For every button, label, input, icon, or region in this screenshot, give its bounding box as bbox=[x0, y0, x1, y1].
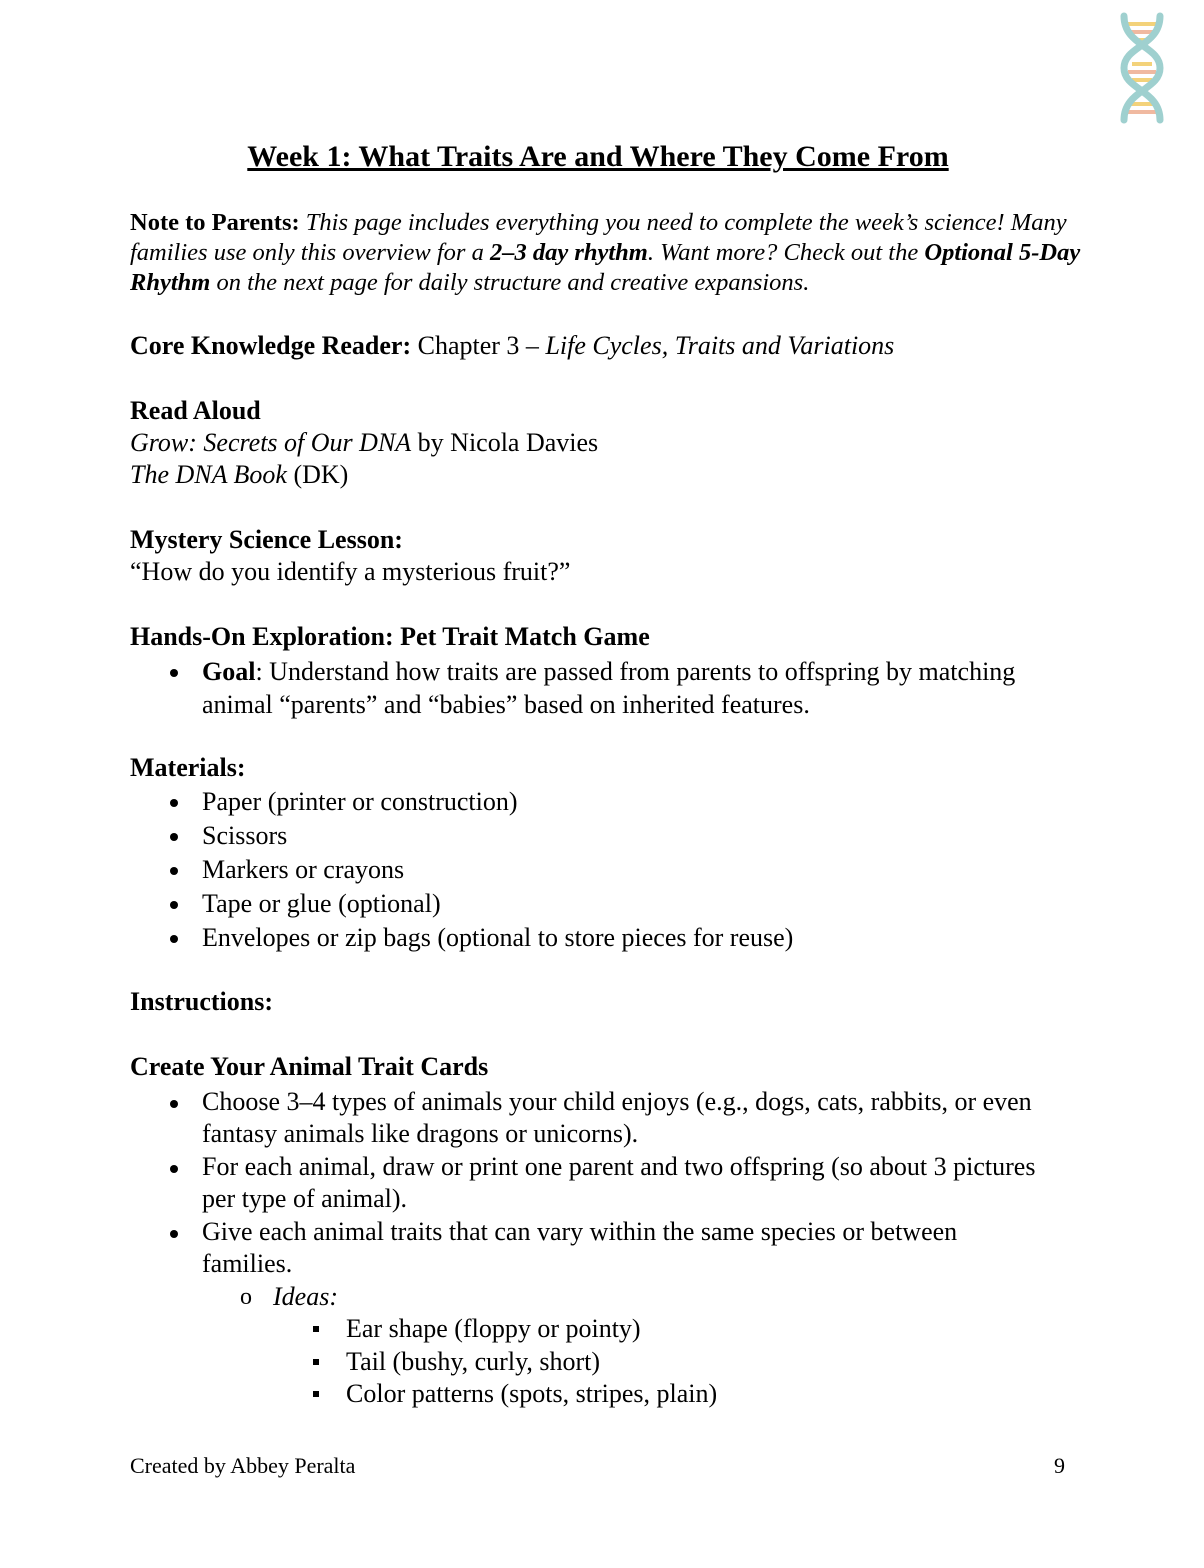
book-title: The DNA Book bbox=[130, 460, 287, 489]
materials-heading: Materials: bbox=[130, 753, 246, 782]
dna-icon bbox=[1110, 6, 1174, 126]
goal-text: : Understand how traits are passed from parents to offspring by matching animal “parents” and “babies” based on inherited features. bbox=[202, 657, 1016, 719]
idea-item: Ear shape (floppy or pointy) bbox=[130, 1313, 1070, 1346]
page-number: 9 bbox=[1054, 1453, 1065, 1478]
hands-on-heading: Hands-On Exploration: Pet Trait Match Game bbox=[130, 622, 650, 651]
create-item: For each animal, draw or print one parent and two offspring (so about 3 pictures per type of animal). bbox=[130, 1151, 1052, 1216]
material-item: Markers or crayons bbox=[130, 853, 1052, 887]
book-author: (DK) bbox=[286, 460, 349, 489]
idea-item: Tail (bushy, curly, short) bbox=[130, 1346, 1070, 1379]
read-aloud-section bbox=[130, 395, 1070, 491]
materials-section bbox=[130, 751, 1070, 955]
material-item: Paper (printer or construction) bbox=[130, 785, 1052, 819]
note-label: Note to Parents: bbox=[130, 209, 300, 236]
core-reader bbox=[130, 330, 1070, 362]
read-aloud-heading: Read Aloud bbox=[130, 396, 261, 425]
footer-credit: Created by Abbey Peralta bbox=[130, 1453, 356, 1478]
page-title: Week 1: What Traits Are and Where They Come From bbox=[247, 140, 949, 173]
material-item: Tape or glue (optional) bbox=[130, 887, 1052, 921]
instructions-heading bbox=[130, 986, 1070, 1018]
reader-title: Life Cycles, Traits and Variations bbox=[545, 331, 895, 360]
create-heading: Create Your Animal Trait Cards bbox=[130, 1052, 489, 1081]
material-item: Scissors bbox=[130, 819, 1052, 853]
mystery-text: “How do you identify a mysterious fruit?” bbox=[130, 557, 571, 586]
create-item: Give each animal traits that can vary within the same species or between families. bbox=[130, 1216, 1052, 1281]
instructions-label: Instructions: bbox=[130, 987, 274, 1016]
note-text: . Want more? Check out the bbox=[647, 239, 925, 266]
reader-label: Core Knowledge Reader: bbox=[130, 331, 412, 360]
book-item bbox=[130, 459, 1070, 491]
hands-on-section bbox=[130, 620, 1070, 721]
mystery-section bbox=[130, 524, 1070, 588]
reader-chapter: Chapter 3 – bbox=[411, 331, 546, 360]
note-emphasis: Optional 5-Day Rhythm bbox=[130, 239, 1081, 296]
book-item bbox=[130, 427, 1070, 459]
book-title: Grow: Secrets of Our DNA bbox=[130, 428, 412, 457]
note-to-parents bbox=[130, 208, 1090, 298]
create-section bbox=[130, 1051, 1070, 1411]
note-text: This page includes everything you need to complete the week’s science! Many families use only this overview for a bbox=[130, 209, 1067, 266]
create-item: Choose 3–4 types of animals your child enjoys (e.g., dogs, cats, rabbits, or even fantasy animals like dragons or unicorns). bbox=[130, 1086, 1052, 1151]
mystery-heading: Mystery Science Lesson: bbox=[130, 525, 403, 554]
ideas-item bbox=[130, 1281, 1070, 1314]
idea-item: Color patterns (spots, stripes, plain) bbox=[130, 1378, 1070, 1411]
ideas-label: Ideas: bbox=[273, 1281, 338, 1311]
note-text: on the next page for daily structure and creative expansions. bbox=[210, 269, 810, 296]
material-item: Envelopes or zip bags (optional to store pieces for reuse) bbox=[130, 921, 1052, 955]
note-emphasis: 2–3 day rhythm bbox=[489, 239, 648, 266]
goal-label: Goal bbox=[202, 657, 256, 686]
book-author: by Nicola Davies bbox=[411, 428, 599, 457]
goal-item bbox=[130, 655, 1052, 721]
